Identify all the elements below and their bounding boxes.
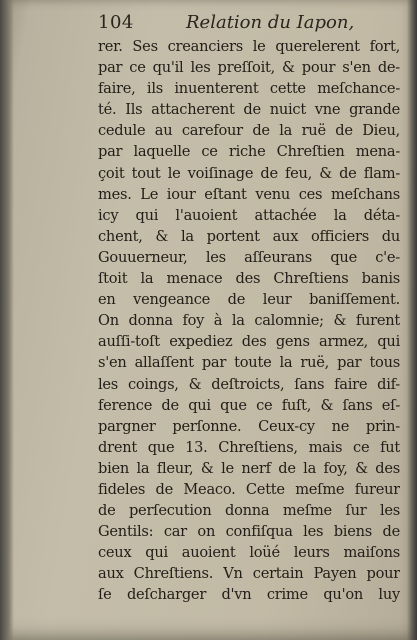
text-line: en vengeance de leur baniſſement. — [98, 291, 400, 309]
text-line: çoit tout le voiſinage de feu, & de flam- — [98, 164, 400, 182]
text-line: s'en allaſſent par toute la ruë, par tous — [98, 354, 400, 372]
body-text — [98, 36, 400, 606]
text-line: On donna foy à la calomnie; & furent — [98, 312, 400, 330]
text-line: ceux qui auoient loüé leurs maiſons — [98, 544, 400, 562]
text-line: de perſecution donna meſme ſur les — [98, 502, 400, 520]
text-line: chent, & la portent aux officiers du — [98, 227, 400, 245]
text-line: auſſi-toſt expediez des gens armez, qui — [98, 333, 400, 351]
text-line: Gentils: car on confiſqua les biens de — [98, 523, 400, 541]
text-line: les coings, & deſtroicts, ſans faire dif- — [98, 375, 400, 393]
text-line: drent que 13. Chreſtiens, mais ce fut — [98, 438, 400, 456]
running-title: Relation du Iapon, — [186, 12, 355, 33]
text-line: faire, ils inuenterent cette meſchance- — [98, 80, 400, 98]
page-header — [98, 12, 398, 36]
text-line: bien la fleur, & le nerf de la foy, & des — [98, 459, 400, 477]
text-line: rer. Ses creanciers le querelerent fort, — [98, 38, 400, 55]
text-line: ference de qui que ce fuſt, & ſans eſ- — [98, 396, 400, 414]
text-line: cedule au carefour de la ruë de Dieu, — [98, 122, 400, 140]
text-line: par laquelle ce riche Chreſtien mena- — [98, 143, 400, 161]
page-edge-shadow — [407, 0, 417, 640]
text-line: Gouuerneur, les aſſeurans que c'e- — [98, 248, 400, 266]
page-number: 104 — [98, 12, 134, 33]
text-line: icy qui l'auoient attachée la déta- — [98, 206, 400, 224]
text-line: fideles de Meaco. Cette meſme fureur — [98, 480, 400, 498]
text-line: té. Ils attacherent de nuict vne grande — [98, 101, 400, 119]
text-line: aux Chreſtiens. Vn certain Payen pour — [98, 565, 400, 583]
book-gutter — [0, 0, 14, 640]
text-line: par ce qu'il les preſſoit, & pour s'en de- — [98, 59, 400, 77]
text-line: ſtoit la menace des Chreſtiens banis — [98, 270, 400, 288]
text-line: pargner perſonne. Ceux-cy ne prin- — [98, 417, 400, 435]
text-line: ſe deſcharger d'vn crime qu'on luy — [98, 586, 400, 604]
text-line: mes. Le iour eſtant venu ces meſchans — [98, 185, 400, 203]
